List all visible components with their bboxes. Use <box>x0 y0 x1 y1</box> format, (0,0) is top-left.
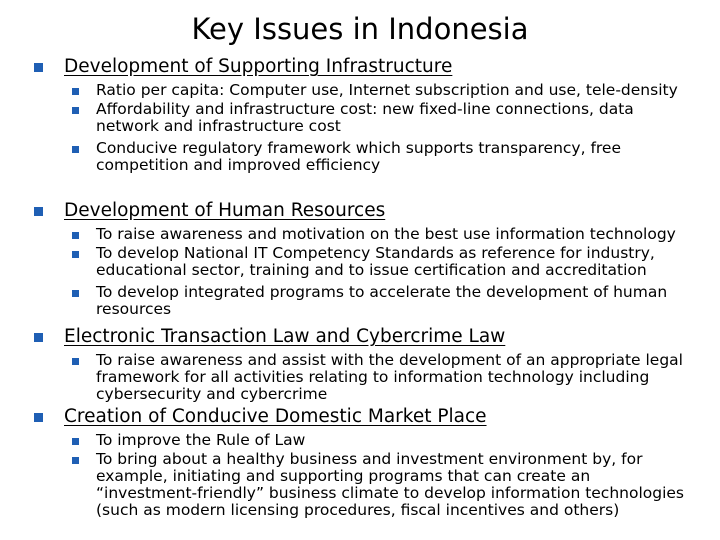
list-item: To raise awareness and assist with the development of an appropriate legal framework for all activities relating to information technology including cybersecurity and cybercrime <box>96 351 683 403</box>
sub-bullet-icon <box>72 146 79 153</box>
section-heading: Development of Supporting Infrastructure <box>64 56 453 77</box>
square-bullet-icon <box>34 413 43 422</box>
section-heading: Creation of Conducive Domestic Market Place <box>64 406 487 427</box>
sub-bullet-icon <box>72 290 79 297</box>
sub-bullet-icon <box>72 457 79 464</box>
list-item: To develop National IT Competency Standards as reference for industry, educational sector, training and to issue certification and accreditation <box>96 244 655 279</box>
sub-bullet-icon <box>72 232 79 239</box>
list-item: To improve the Rule of Law <box>96 431 306 449</box>
section-heading: Electronic Transaction Law and Cybercrime Law <box>64 326 506 347</box>
square-bullet-icon <box>34 207 43 216</box>
square-bullet-icon <box>34 333 43 342</box>
list-item: To develop integrated programs to accelerate the development of human resources <box>96 283 668 318</box>
sub-bullet-icon <box>72 88 79 95</box>
sub-bullet-icon <box>72 251 79 258</box>
list-item: Ratio per capita: Computer use, Internet subscription and use, tele-density <box>96 81 678 99</box>
list-item: To raise awareness and motivation on the best use information technology <box>96 225 676 243</box>
sub-bullet-icon <box>72 358 79 365</box>
list-item: Conducive regulatory framework which supports transparency, free competition and improved efficiency <box>96 139 622 174</box>
sub-bullet-icon <box>72 107 79 114</box>
square-bullet-icon <box>34 63 43 72</box>
list-item: To bring about a healthy business and investment environment by, for example, initiating and supporting programs that can create an “investment-friendly” business climate to develop information technologies (such as modern licensing procedures, fiscal incentives and others) <box>96 450 685 519</box>
page-title: Key Issues in Indonesia <box>191 12 529 46</box>
section-heading: Development of Human Resources <box>64 200 386 221</box>
list-item: Affordability and infrastructure cost: new fixed-line connections, data network and infrastructure cost <box>96 100 634 135</box>
sub-bullet-icon <box>72 438 79 445</box>
